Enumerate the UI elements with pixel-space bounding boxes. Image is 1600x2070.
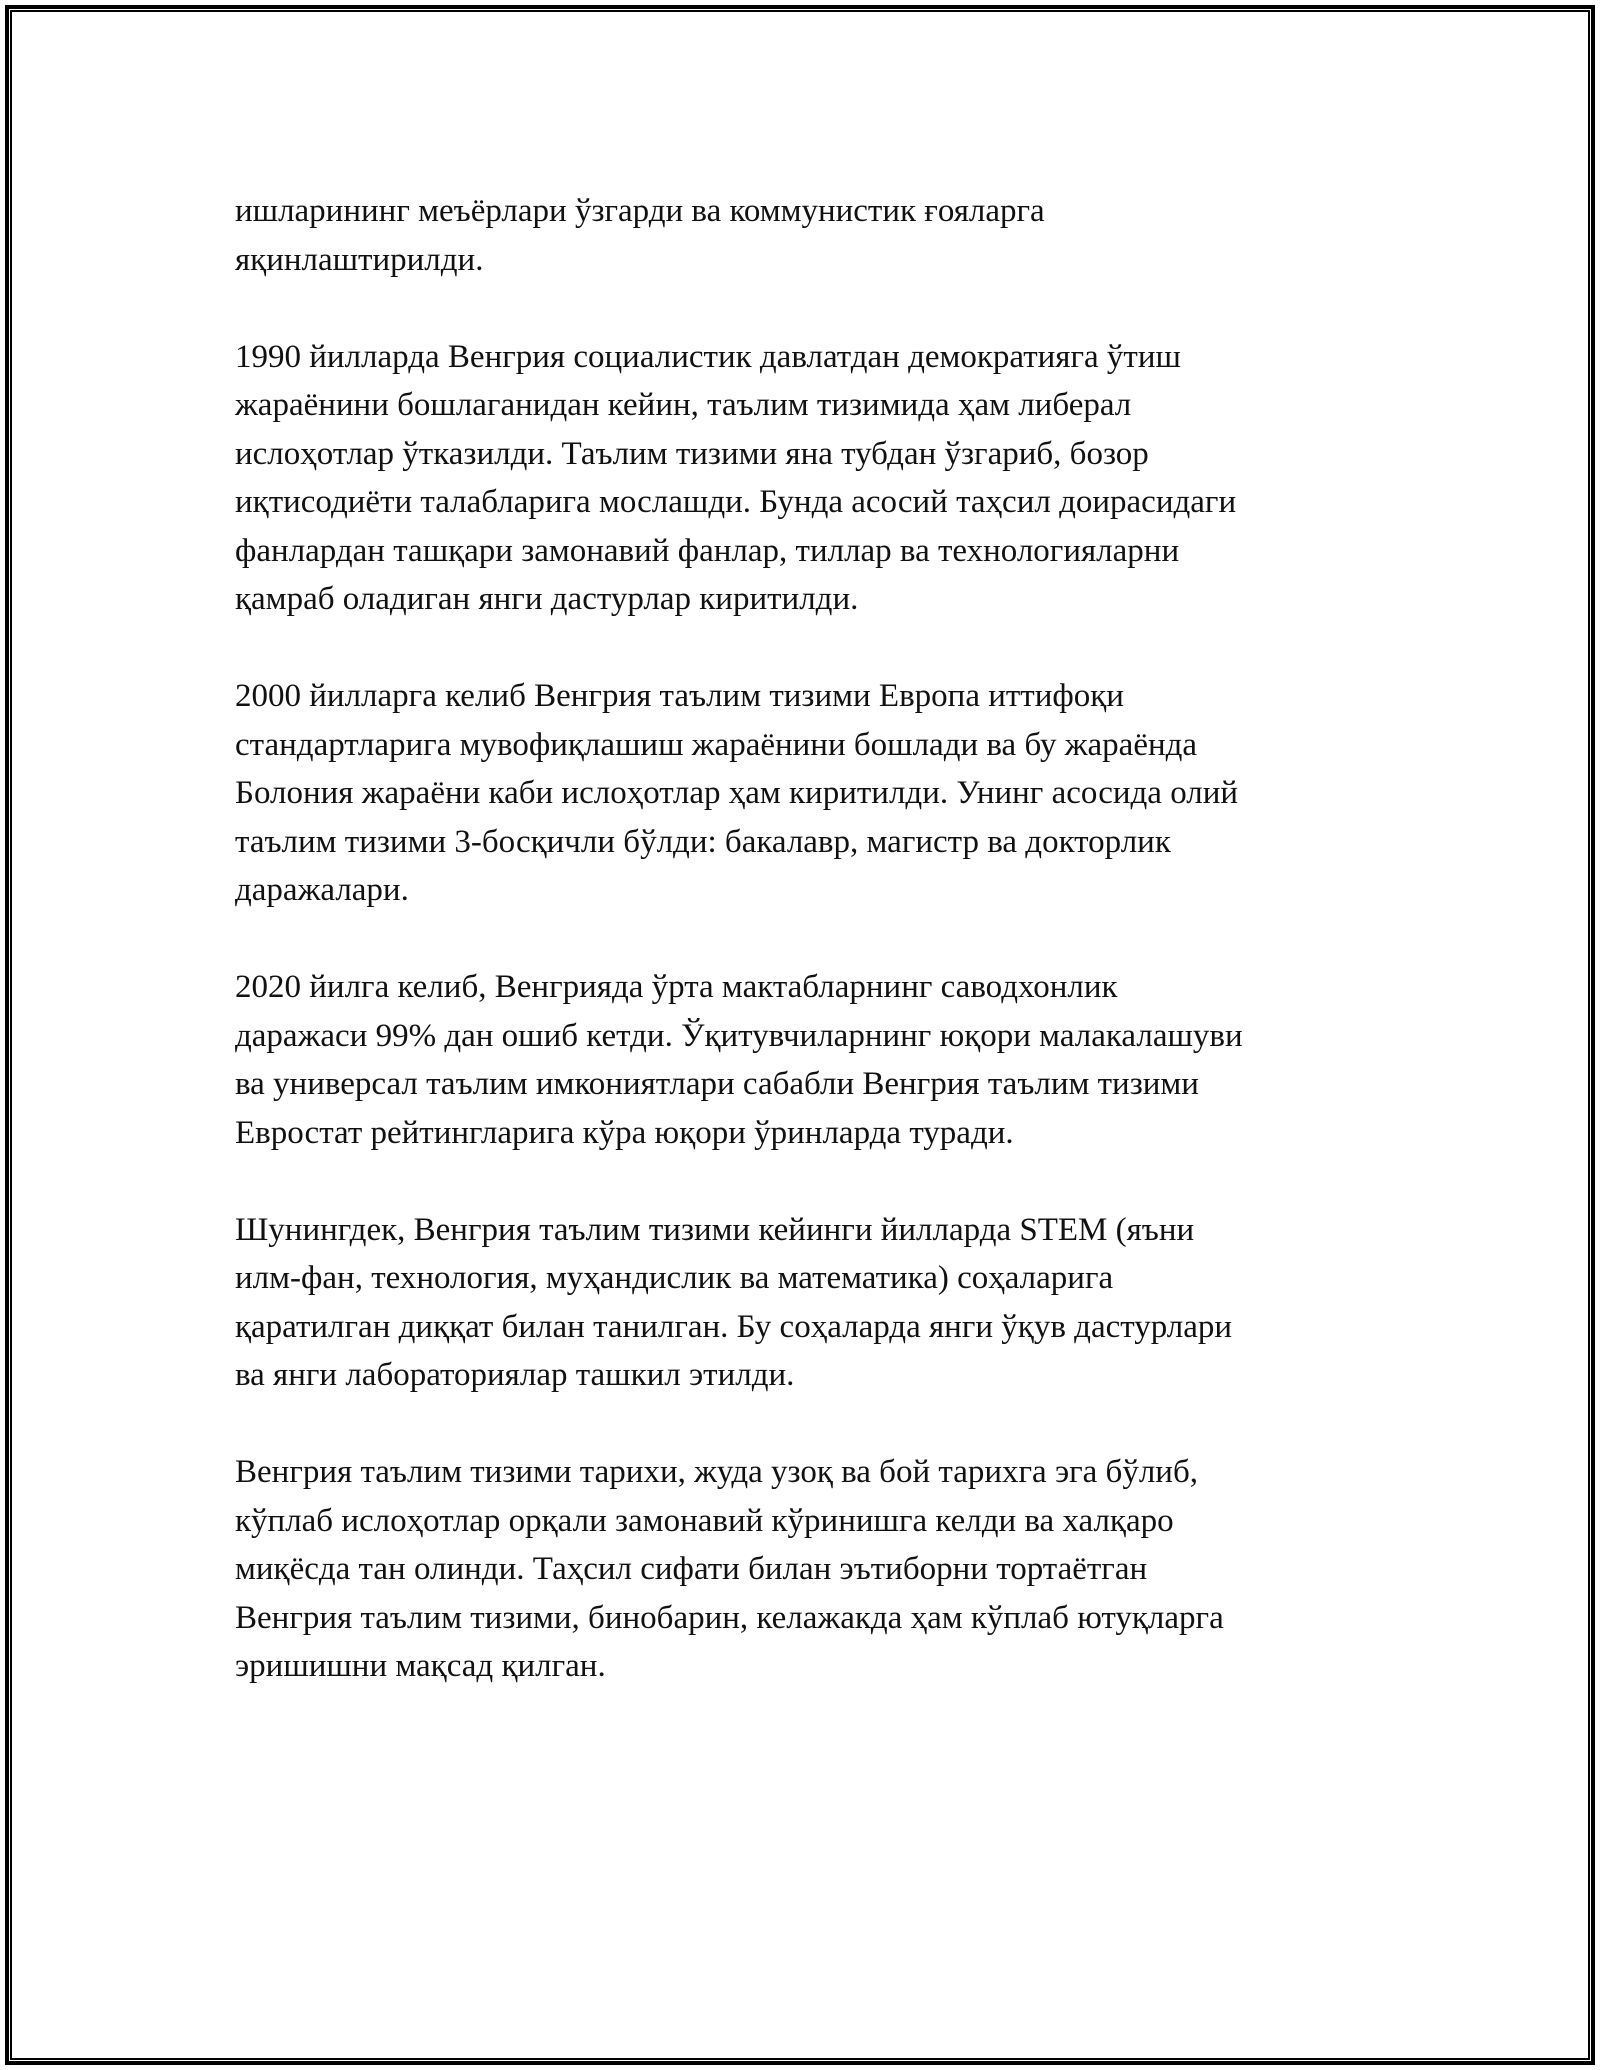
- paragraph-2: [235, 333, 1385, 624]
- paragraph-3: [235, 672, 1385, 915]
- text-line: ишларининг меъёрлари ўзгарди ва коммунистик ғояларга: [235, 193, 1045, 229]
- text-line: даражалари.: [235, 872, 409, 908]
- text-line: ислоҳотлар ўтказилди. Таълим тизими яна тубдан ўзгариб, бозор: [235, 435, 1149, 472]
- text-line: ва янги лабораториялар ташкил этилди.: [235, 1357, 795, 1393]
- document-body: [235, 187, 1385, 1739]
- text-line: ва универсал таълим имкониятлари сабабли Венгрия таълим тизими: [235, 1066, 1199, 1102]
- text-line: фанлардан ташқари замонавий фанлар, тиллар ва технологияларни: [235, 532, 1180, 569]
- text-line: яқинлаштирилди.: [235, 241, 484, 278]
- paragraph-6: [235, 1448, 1385, 1691]
- text-line: илм-фан, технология, муҳандислик ва математика) соҳаларига: [235, 1260, 1114, 1296]
- text-line: таълим тизими 3-босқичли бўлди: бакалавр, магистр ва докторлик: [235, 823, 1171, 860]
- text-line: кўплаб ислоҳотлар орқали замонавий кўринишга келди ва халқаро: [235, 1502, 1174, 1539]
- text-line: Венгрия таълим тизими тарихи, жуда узоқ ва бой тарихга эга бўлиб,: [235, 1454, 1198, 1490]
- text-line: 2000 йилларга келиб Венгрия таълим тизими Европа иттифоқи: [235, 678, 1124, 714]
- text-line: қамраб оладиган янги дастурлар киритилди.: [235, 581, 859, 617]
- text-line: стандартларига мувофиқлашиш жараёнини бошлади ва бу жараёнда: [235, 726, 1198, 763]
- text-line: иқтисодиёти талабларига мослашди. Бунда асосий таҳсил доирасидаги: [235, 484, 1237, 520]
- paragraph-1: [235, 187, 1385, 284]
- paragraph-4: [235, 963, 1385, 1157]
- text-line: қаратилган диққат билан танилган. Бу соҳаларда янги ўқув дастурлари: [235, 1308, 1233, 1345]
- text-line: Евростат рейтингларига кўра юқори ўринларда туради.: [235, 1114, 1014, 1151]
- text-line: 2020 йилга келиб, Венгрияда ўрта мактабларнинг саводхонлик: [235, 969, 1118, 1005]
- text-line: даражаси 99% дан ошиб кетди. Ўқитувчиларнинг юқори малакалашуви: [235, 1017, 1243, 1054]
- text-line: Болония жараёни каби ислоҳотлар ҳам киритилди. Унинг асосида олий: [235, 775, 1239, 811]
- text-line: эришишни мақсад қилган.: [235, 1648, 606, 1684]
- paragraph-5: [235, 1206, 1385, 1400]
- text-line: Венгрия таълим тизими, бинобарин, келажакда ҳам кўплаб ютуқларга: [235, 1599, 1224, 1636]
- text-line: 1990 йилларда Венгрия социалистик давлатдан демократияга ўтиш: [235, 338, 1181, 375]
- text-line: миқёсда тан олинди. Таҳсил сифати билан эътиборни тортаётган: [235, 1551, 1148, 1587]
- text-line: Шунингдек, Венгрия таълим тизими кейинги йилларда STEM (яъни: [235, 1211, 1195, 1248]
- text-line: жараёнини бошлаганидан кейин, таълим тизимида ҳам либерал: [235, 387, 1132, 423]
